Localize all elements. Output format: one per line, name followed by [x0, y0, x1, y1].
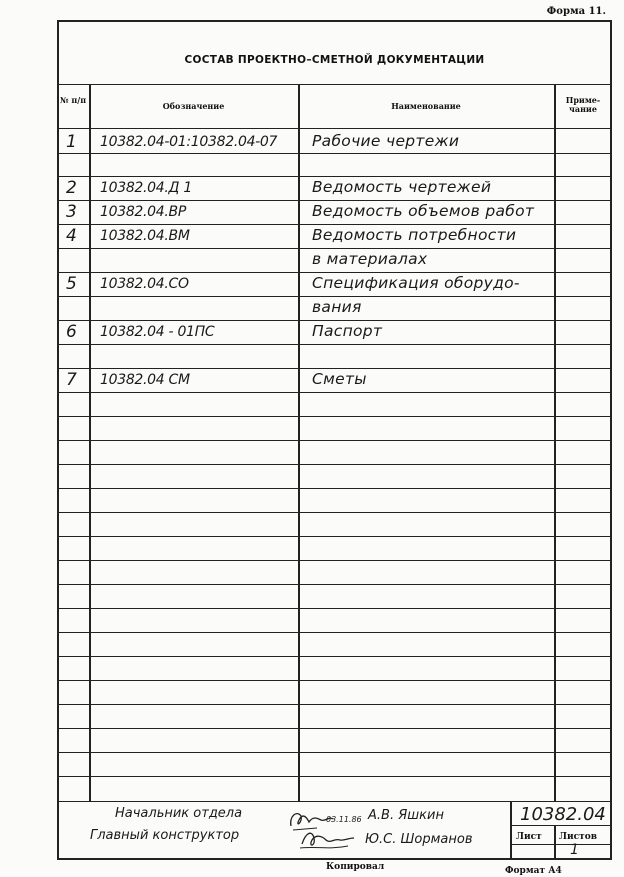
- grid-hline: [57, 776, 612, 777]
- format-label: Формат А4: [505, 866, 562, 876]
- grid-hline: [57, 440, 612, 441]
- signature-date: 03.11.86: [326, 815, 362, 824]
- footer-name-1: А.В. Яшкин: [368, 808, 444, 823]
- row-code: 10382.04-01:10382.04-07: [100, 134, 278, 150]
- row-code: 10382.04.СО: [100, 276, 189, 292]
- grid-vline: [89, 84, 91, 801]
- grid-hline: [57, 488, 612, 489]
- copied-label: Копировал: [326, 862, 385, 872]
- row-name: вания: [312, 298, 362, 316]
- grid-vline: [510, 801, 512, 860]
- footer-sheets-value: 1: [570, 842, 579, 858]
- grid-hline: [57, 344, 612, 345]
- row-code: 10382.04.ВР: [100, 204, 186, 220]
- row-num: 1: [66, 132, 77, 152]
- row-code: 10382.04.Д 1: [100, 180, 192, 196]
- grid-vline: [298, 84, 300, 801]
- grid-hline: [57, 752, 612, 753]
- row-name: Паспорт: [312, 322, 383, 340]
- row-num: 2: [66, 178, 77, 198]
- grid-hline: [57, 608, 612, 609]
- grid-hline: [57, 560, 612, 561]
- header-designation: Обозначение: [162, 101, 225, 111]
- row-name: Рабочие чертежи: [312, 132, 460, 150]
- grid-hline: [57, 128, 612, 129]
- row-num: 3: [66, 202, 77, 222]
- grid-hline: [57, 392, 612, 393]
- grid-vline: [554, 84, 556, 801]
- footer-name-2: Ю.С. Шорманов: [365, 832, 473, 847]
- grid-vline: [554, 825, 556, 860]
- grid-hline: [57, 656, 612, 657]
- row-name: Ведомость потребности: [312, 226, 517, 244]
- grid-hline: [57, 416, 612, 417]
- row-num: 4: [66, 226, 77, 246]
- footer-sheets-label: Листов: [559, 832, 597, 842]
- document-title: СОСТАВ ПРОЕКТНО–СМЕТНОЙ ДОКУМЕНТАЦИИ: [184, 54, 485, 66]
- row-name: Спецификация оборудо-: [312, 274, 520, 292]
- form-label: Форма 11.: [546, 6, 606, 17]
- row-name: Ведомость чертежей: [312, 178, 492, 196]
- row-num: 6: [66, 322, 77, 342]
- header-name: Наименование: [391, 101, 461, 111]
- row-name: Сметы: [312, 370, 367, 388]
- grid-hline: [510, 844, 612, 845]
- grid-hline: [510, 825, 612, 826]
- grid-hline: [57, 84, 612, 85]
- row-name: в материалах: [312, 250, 428, 268]
- footer-role-2: Главный конструктор: [90, 828, 240, 843]
- grid-hline: [57, 704, 612, 705]
- row-num: 5: [66, 274, 77, 294]
- footer-sheet-label: Лист: [516, 832, 542, 842]
- row-num: 7: [66, 370, 77, 390]
- footer-doc-code: 10382.04: [520, 804, 606, 825]
- footer-role-1: Начальник отдела: [115, 806, 243, 821]
- header-num: № п/п: [59, 95, 87, 105]
- grid-hline: [57, 680, 612, 681]
- grid-hline: [57, 584, 612, 585]
- grid-hline: [57, 801, 612, 802]
- header-note: Приме- чание: [565, 95, 601, 115]
- grid-hline: [57, 728, 612, 729]
- row-code: 10382.04 - 01ПС: [100, 324, 215, 340]
- grid-hline: [57, 512, 612, 513]
- grid-hline: [57, 464, 612, 465]
- row-code: 10382.04.ВМ: [100, 228, 190, 244]
- grid-hline: [57, 153, 612, 154]
- signature-2: [298, 826, 358, 856]
- row-name: Ведомость объемов работ: [312, 202, 535, 220]
- grid-hline: [57, 536, 612, 537]
- grid-hline: [57, 632, 612, 633]
- row-code: 10382.04 СМ: [100, 372, 190, 388]
